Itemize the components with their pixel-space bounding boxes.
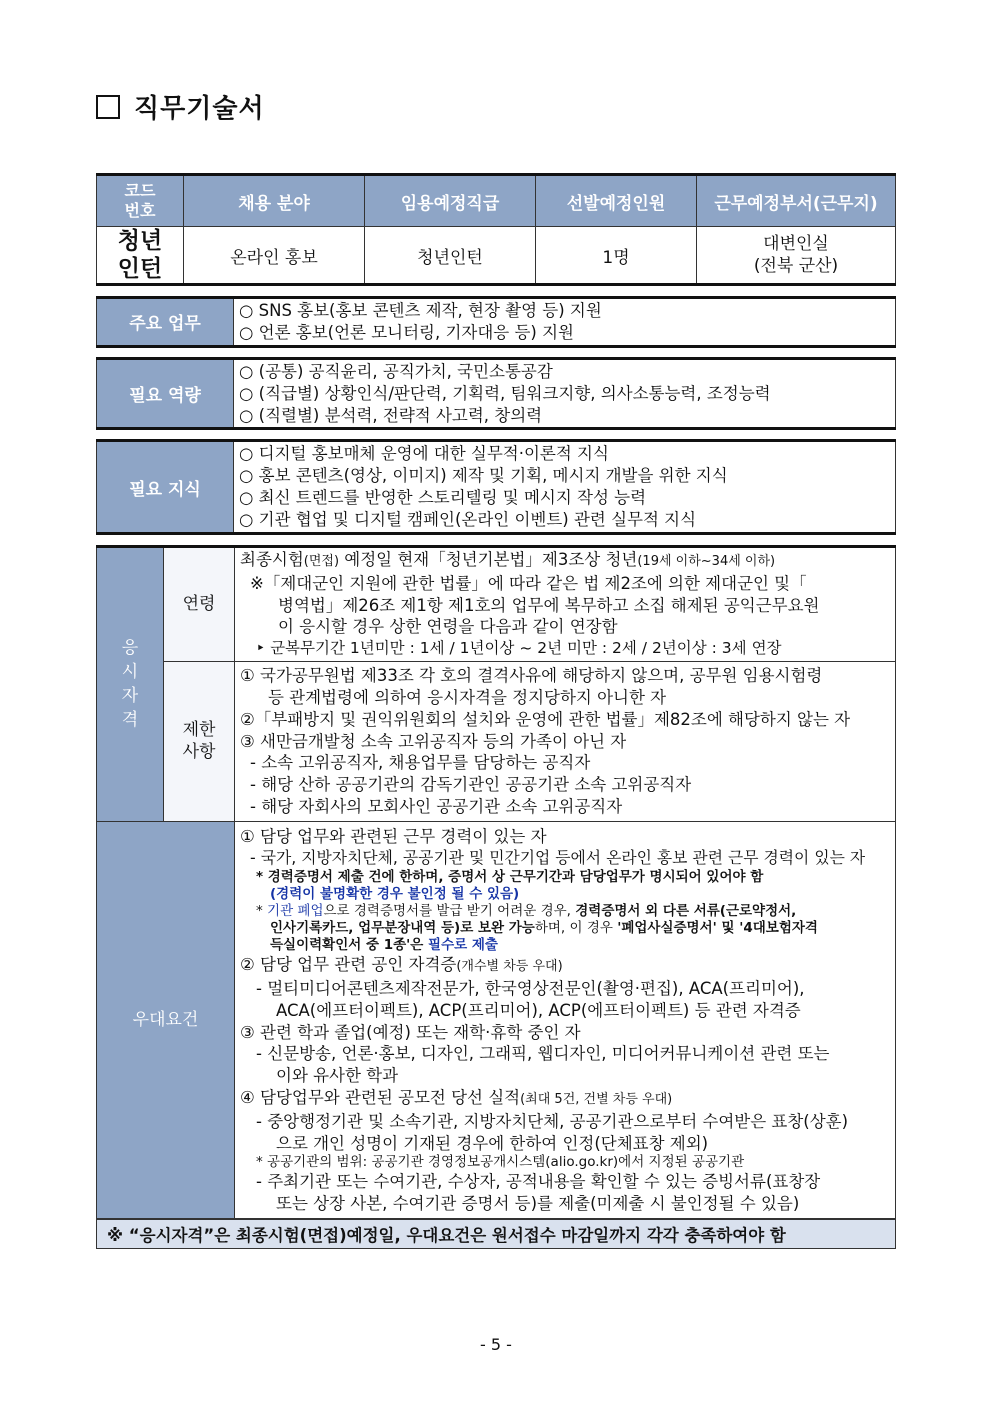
row-code: 청년 인턴 (97, 227, 184, 285)
age-line: ※「제대군인 지원에 관한 법률」에 따라 같은 법 제2조에 의한 제대군인 및「 (250, 573, 807, 593)
restrict-label: 제한 사항 (164, 661, 235, 821)
pref-line: - 국가, 지방자치단체, 공공기관 및 민간기업 등에서 온라인 홍보 관련 근무 경력이 있는 자 (250, 848, 866, 868)
competency-label: 필요 역량 (97, 359, 234, 429)
pref-line: ① 담당 업무와 관련된 근무 경력이 있는 자 (240, 826, 547, 846)
position-header-table (96, 173, 896, 286)
pref-line: 으로 개인 성명이 기재된 경우에 한하여 인정(단체표창 제외) (276, 1133, 709, 1153)
competency-table (96, 357, 896, 430)
competency-item: ○ (직렬별) 분석력, 전략적 사고력, 창의력 (239, 405, 543, 425)
pref-note: 득실이력확인서 중 1종'은 필수로 제출 (270, 937, 498, 954)
restrict-content (235, 661, 896, 821)
age-line: 병역법」제26조 제1항 제1호의 업무에 복무하고 소집 해제된 공익근무요원 (278, 595, 820, 615)
age-label: 연령 (164, 547, 235, 662)
knowledge-item: ○ 최신 트렌드를 반영한 스토리텔링 및 메시지 작성 능력 (239, 488, 647, 507)
pref-note: * 공공기관의 범위: 공공기관 경영정보공개시스템(alio.go.kr)에서 지정된 공공기관 (256, 1154, 745, 1171)
row-count: 1명 (536, 227, 697, 285)
header-count: 선발예정인원 (536, 175, 697, 227)
knowledge-label: 필요 지식 (97, 441, 234, 534)
checkbox-square-icon (96, 95, 120, 119)
duties-item: ○ SNS 홍보(홍보 콘텐츠 제작, 현장 촬영 등) 지원 (239, 301, 602, 320)
eligibility-label: 응 시 자 격 (97, 547, 164, 822)
row-dept-line2: (전북 군산) (753, 256, 839, 276)
page-title (96, 88, 265, 125)
page-number: - 5 - (480, 1335, 512, 1354)
restrict-line: - 소속 고위공직자, 채용업무를 담당하는 공직자 (250, 753, 591, 773)
age-line: ‣ 군복무기간 1년미만 : 1세 / 1년이상 ~ 2년 미만 : 2세 / 2년이상 : 3세 연장 (256, 639, 782, 658)
preference-content (235, 821, 896, 1219)
pref-line: ACA(에프터이펙트), ACP(프리미어), ACP(에프터이펙트) 등 관련 자격증 (276, 1000, 801, 1020)
pref-line: - 신문방송, 언론·홍보, 디자인, 그래픽, 웹디자인, 미디어커뮤니케이션 관련 또는 (256, 1044, 830, 1064)
restrict-line: ③ 새만금개발청 소속 고위공직자 등의 가족이 아닌 자 (240, 731, 627, 751)
row-dept-line1: 대변인실 (763, 234, 829, 254)
page-title-text: 직무기술서 (134, 94, 265, 124)
age-line: 최종시험(면접) 예정일 현재「청년기본법」제3조상 청년(19세 이하~34세 이하) (240, 550, 776, 569)
age-content (235, 547, 896, 662)
knowledge-content (234, 441, 896, 534)
knowledge-item: ○ 디지털 홍보매체 운영에 대한 실무적·이론적 지식 (239, 444, 609, 464)
pref-note: (경력이 불명확한 경우 불인정 될 수 있음) (270, 886, 520, 903)
pref-line: ③ 관련 학과 졸업(예정) 또는 재학·휴학 중인 자 (240, 1022, 581, 1042)
competency-item: ○ (직급별) 상황인식/판단력, 기획력, 팀워크지향, 의사소통능력, 조정능력 (239, 383, 771, 403)
pref-line: - 주최기관 또는 수여기관, 수상자, 공적내용을 확인할 수 있는 증빙서류(표창장 (256, 1172, 821, 1192)
age-line: 이 응시할 경우 상한 연령을 다음과 같이 연장함 (278, 617, 618, 637)
pref-line: 이와 유사한 학과 (276, 1066, 399, 1086)
header-dept: 근무예정부서(근무지) (697, 175, 896, 227)
pref-note: 인사기록카드, 업무분장내역 등)로 보완 가능하며, 이 경우 '폐업사실증명서' 및 '4대보험자격 (270, 920, 818, 937)
pref-line: ② 담당 업무 관련 공인 자격증(개수별 차등 우대) (240, 955, 563, 975)
pref-note: * 경력증명서 제출 건에 한하며, 증명서 상 근무기간과 담당업무가 명시되어 있어야 함 (256, 869, 764, 886)
competency-content (234, 359, 896, 429)
pref-line: ④ 담당업무와 관련된 공모전 당선 실적(최대 5건, 건별 차등 우대) (240, 1087, 673, 1107)
knowledge-table (96, 439, 896, 535)
eligibility-table (96, 545, 896, 1249)
restrict-line: - 해당 산하 공공기관의 감독기관인 공공기관 소속 고위공직자 (250, 775, 692, 795)
knowledge-item: ○ 기관 협업 및 디지털 캠페인(온라인 이벤트) 관련 실무적 지식 (239, 509, 697, 529)
duties-content (234, 298, 896, 347)
restrict-line: 등 관계법령에 의하여 응시자격을 정지당하지 아니한 자 (268, 687, 667, 707)
row-grade: 청년인턴 (365, 227, 536, 285)
restrict-line: ②「부패방지 및 권익위원회의 설치와 운영에 관한 법률」제82조에 해당하지 않는 자 (240, 709, 851, 729)
duties-table (96, 296, 896, 348)
pref-line: 또는 상장 사본, 수여기관 증명서 등)를 제출(미제출 시 불인정될 수 있음) (276, 1194, 800, 1214)
knowledge-item: ○ 홍보 콘텐츠(영상, 이미지) 제작 및 기획, 메시지 개발을 위한 지식 (239, 466, 728, 486)
duties-label: 주요 업무 (97, 298, 234, 347)
header-code: 코드 번호 (97, 175, 184, 227)
footer-note: ※ “응시자격”은 최종시험(면접)예정일, 우대요건은 원서접수 마감일까지 각각 충족하여야 함 (97, 1219, 896, 1249)
pref-note: * 기관 폐업으로 경력증명서를 발급 받기 어려운 경우, 경력증명서 외 다른 서류(근로약정서, (256, 903, 797, 920)
restrict-line: ① 국가공무원법 제33조 각 호의 결격사유에 해당하지 않으며, 공무원 임용시험령 (240, 666, 823, 686)
competency-item: ○ (공통) 공직윤리, 공직가치, 국민소통공감 (239, 362, 553, 381)
duties-item: ○ 언론 홍보(언론 모니터링, 기자대응 등) 지원 (239, 322, 574, 342)
pref-line: - 멀티미디어콘텐츠제작전문가, 한국영상전문인(촬영·편집), ACA(프리미어), (256, 978, 805, 998)
restrict-line: - 해당 자회사의 모회사인 공공기관 소속 고위공직자 (250, 796, 623, 816)
preference-label: 우대요건 (97, 821, 235, 1219)
row-dept (697, 227, 896, 285)
header-grade: 임용예정직급 (365, 175, 536, 227)
row-field: 온라인 홍보 (184, 227, 365, 285)
pref-line: - 중앙행정기관 및 소속기관, 지방자치단체, 공공기관으로부터 수여받은 표창(상훈) (256, 1111, 849, 1131)
header-field: 채용 분야 (184, 175, 365, 227)
